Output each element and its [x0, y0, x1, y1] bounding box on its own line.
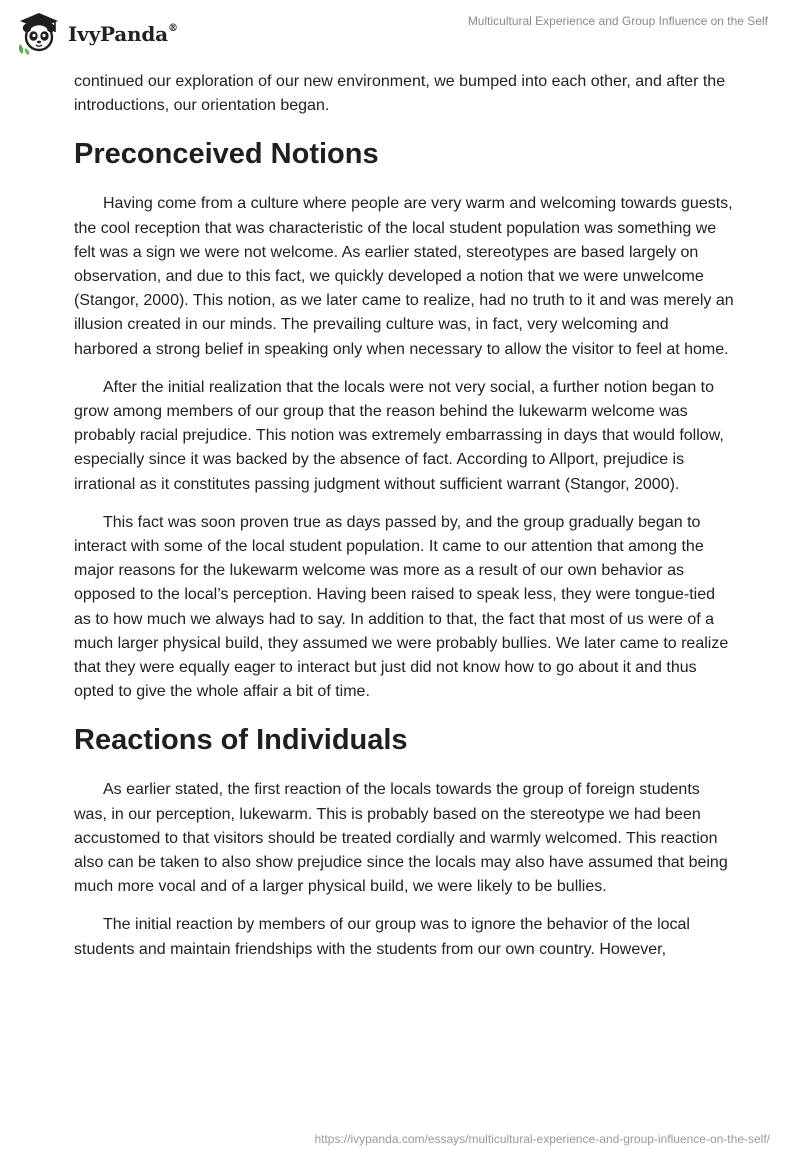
paragraph: This fact was soon proven true as days passed by, and the group gradually began to interact with some of the local student population. It came to our attention that among the major reasons for the lukewarm welcome was more as a result of our own behavior as opposed to the local’s perception. Having been raised to speak less, they were tongue-tied as to how much we always had to say. In addition to that, the fact that most of us were of a much larger physical build, they assumed we were probably bullies. We later came to realize that they were equally eager to interact but just did not know how to go about it and thus opted to give the whole affair a bit of time.	[74, 513, 729, 701]
running-title: Multicultural Experience and Group Influence on the Self	[467, 14, 768, 28]
paragraph: As earlier stated, the first reaction of the locals towards the group of foreign students was, in our perception, lukewarm. This is probably based on the stereotype we had been accustomed to that visitors should be treated cordially and warmly welcomed. This reaction also can be taken to also show prejudice since the locals may also have assumed that being much more vocal and of a larger physical build, we were likely to be bullies.	[74, 781, 728, 896]
paragraph: Having come from a culture where people are very warm and welcoming towards guests, the cool reception that was characteristic of the local student population was something we felt was a sign we were not welcome. As earlier stated, stereotypes are based largely on observation, and due to this fact, we quickly developed a notion that we were unwelcome (Stangor, 2000). This notion, as we later came to realize, had no truth to it and was merely an illusion created in our minds. The prevailing culture was, in fact, very welcoming and harbored a strong belief in speaking only when necessary to allow the visitor to feel at home.	[74, 195, 734, 358]
logo-wordmark	[68, 22, 178, 46]
essay-content	[74, 70, 734, 976]
intro-paragraph: continued our exploration of our new environment, we bumped into each other, and after the introductions, our orientation began.	[74, 73, 726, 115]
panda-graduate-icon	[16, 10, 62, 56]
ivypanda-logo[interactable]	[16, 10, 178, 56]
paragraph: After the initial realization that the locals were not very social, a further notion began to grow among members of our group that the reason behind the lukewarm welcome was probably racial prejudice. This notion was extremely embarrassing in days that would follow, especially since it was backed by the absence of fact. According to Allport, prejudice is irrational as it constitutes passing judgment without sufficient warrant (Stangor, 2000).	[74, 378, 724, 493]
section-heading-reactions-of-individuals: Reactions of Individuals	[74, 724, 408, 757]
section-heading-preconceived-notions: Preconceived Notions	[74, 138, 379, 171]
registered-mark: ®	[167, 23, 178, 35]
page-header	[0, 0, 800, 70]
logo-text: IvyPanda	[68, 22, 168, 46]
paragraph: The initial reaction by members of our group was to ignore the behavior of the local students and maintain friendships with the students from our own country. However,	[74, 916, 690, 958]
source-url[interactable]: https://ivypanda.com/essays/multicultural-experience-and-group-influence-on-the-self/	[314, 1132, 770, 1146]
